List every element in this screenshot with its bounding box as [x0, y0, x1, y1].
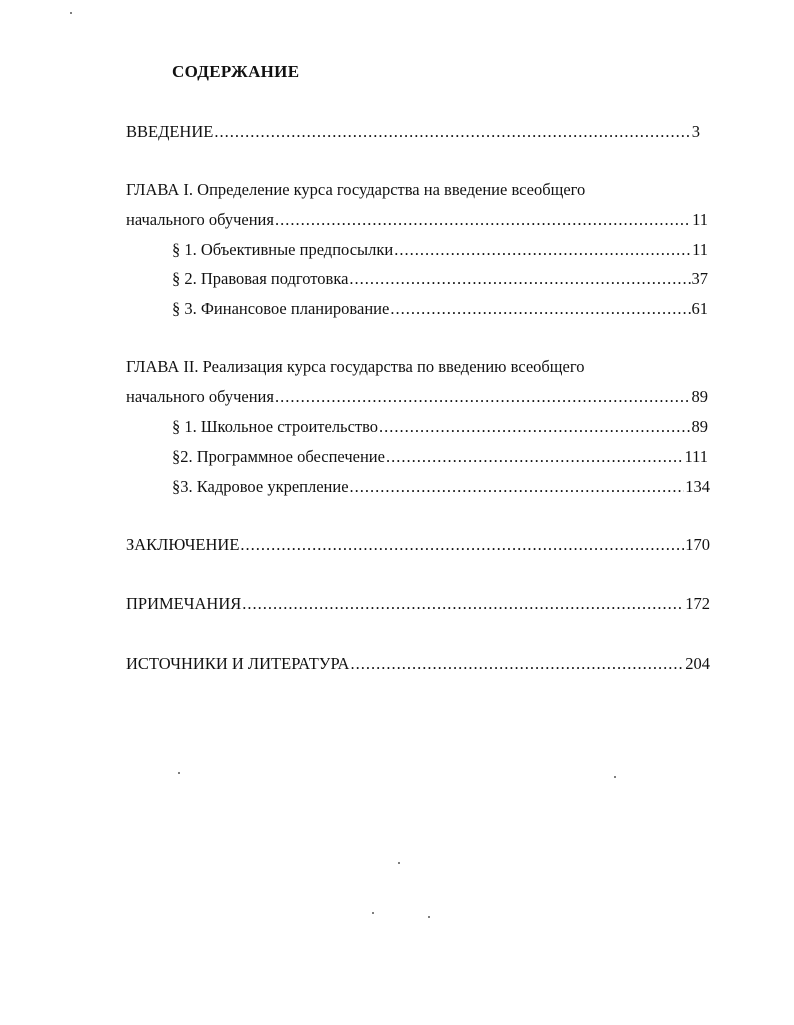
- scan-speck: [614, 776, 616, 778]
- toc-page-number: 170: [685, 535, 710, 554]
- scan-speck: [70, 12, 72, 14]
- toc-entry-section: [172, 240, 708, 260]
- toc-entry-label: §2. Программное обеспечение: [172, 447, 385, 466]
- toc-entry-label: ЗАКЛЮЧЕНИЕ: [126, 535, 240, 554]
- toc-entry-section: [172, 477, 710, 497]
- toc-page-number: 37: [691, 269, 708, 288]
- toc-page-number: 204: [685, 654, 710, 673]
- dot-leader: [275, 387, 691, 407]
- page-title: СОДЕРЖАНИЕ: [172, 62, 300, 81]
- toc-entry-sources: [126, 654, 710, 674]
- chapter-1-title: ГЛАВА I. Определение курса государства на введение всеобщего: [126, 180, 586, 199]
- toc-entry-intro: [126, 122, 700, 142]
- toc-page-number: 172: [685, 594, 710, 613]
- dot-leader: [240, 535, 684, 555]
- dot-leader: [242, 594, 684, 614]
- toc-entry-label: начального обучения: [126, 387, 274, 406]
- dot-leader: [349, 269, 690, 289]
- toc-entry-label: § 1. Школьное строительство: [172, 417, 379, 436]
- toc-page-number: 89: [691, 387, 708, 406]
- toc-entry-label: §3. Кадровое укрепление: [172, 477, 349, 496]
- dot-leader: [390, 299, 690, 319]
- toc-entry-chapter-2: [126, 387, 708, 407]
- dot-leader: [350, 477, 685, 497]
- toc-page-number: 3: [691, 122, 700, 141]
- toc-page-number: 89: [691, 417, 708, 436]
- toc-entry-section: [172, 417, 708, 437]
- toc-page-number: 11: [692, 240, 708, 259]
- dot-leader: [379, 417, 690, 437]
- toc-entry-label: § 1. Объективные предпосылки: [172, 240, 394, 259]
- toc-page-number: 61: [691, 299, 708, 318]
- scan-speck: [372, 912, 374, 914]
- toc-page-number: 11: [692, 210, 708, 229]
- dot-leader: [275, 210, 691, 230]
- toc-entry-section: [172, 269, 708, 289]
- scan-speck: [428, 916, 430, 918]
- toc-entry-label: ВВЕДЕНИЕ: [126, 122, 214, 141]
- dot-leader: [350, 654, 684, 674]
- dot-leader: [214, 122, 690, 142]
- toc-entry-conclusion: [126, 535, 710, 555]
- scan-speck: [178, 772, 180, 774]
- toc-entry-label: ИСТОЧНИКИ И ЛИТЕРАТУРА: [126, 654, 350, 673]
- dot-leader: [394, 240, 691, 260]
- toc-entry-section: [172, 447, 708, 467]
- toc-entry-label: § 3. Финансовое планирование: [172, 299, 390, 318]
- toc-entry-section: [172, 299, 708, 319]
- toc-entry-notes: [126, 594, 710, 614]
- toc-page-number: 134: [685, 477, 710, 496]
- toc-entry-label: § 2. Правовая подготовка: [172, 269, 349, 288]
- toc-page-number: 111: [684, 447, 708, 466]
- toc-entry-chapter-1: [126, 210, 708, 230]
- dot-leader: [386, 447, 684, 467]
- toc-entry-label: начального обучения: [126, 210, 274, 229]
- scan-speck: [398, 862, 400, 864]
- chapter-2-title: ГЛАВА II. Реализация курса государства по введению всеобщего: [126, 357, 585, 376]
- toc-entry-label: ПРИМЕЧАНИЯ: [126, 594, 242, 613]
